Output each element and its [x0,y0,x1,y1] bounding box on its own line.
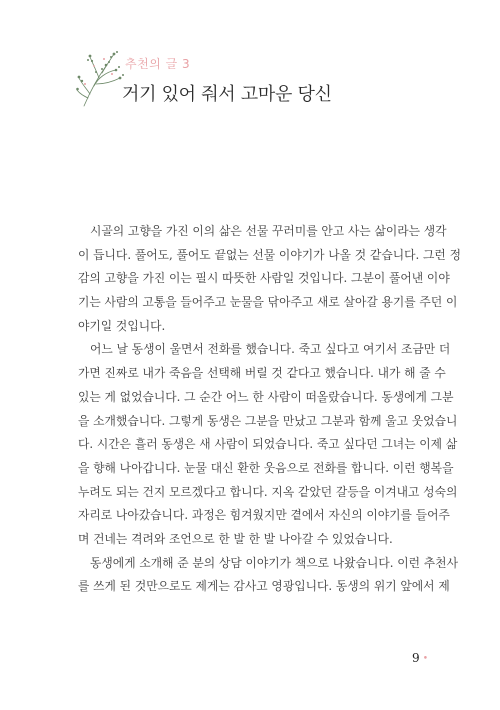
paragraph-3 [78,552,458,599]
page-footer [412,651,428,665]
chapter-header [76,48,416,108]
text-line: 며 건네는 격려와 조언으로 한 발 한 발 나아갈 수 있었습니다. [78,531,393,546]
paragraph-2 [78,338,458,551]
page-number-dot-icon: • [422,654,428,664]
text-line: 누려도 되는 건지 모르겠다고 합니다. 지옥 같았던 갈등을 이겨내고 성숙의 [78,484,458,499]
page-number: 9 [412,651,420,665]
text-line: 을 소개했습니다. 그렇게 동생은 그분을 만났고 그분과 함께 울고 웃었습니 [78,413,458,428]
text-line: 어느 날 동생이 울면서 전화를 했습니다. 죽고 싶다고 여기서 조금만 더 [90,342,451,357]
text-line: 가면 진짜로 내가 죽음을 선택해 버릴 것 같다고 했습니다. 내가 해 줄 수 [78,366,446,381]
text-line: 감의 고향을 가진 이는 필시 따뜻한 사람일 것입니다. 그분이 풀어낸 이야 [78,271,450,286]
text-line: 을 향해 나아갑니다. 눈물 대신 환한 웃음으로 전화를 합니다. 이런 행복을 [78,460,454,475]
text-line: 동생에게 소개해 준 분의 상담 이야기가 책으로 나왔습니다. 이런 추천사 [90,555,458,570]
body-text [78,220,461,599]
flower-sprig-icon [76,48,128,108]
text-line: 야기일 것입니다. [78,318,166,333]
text-line: 를 쓰게 된 것만으로도 제게는 감사고 영광입니다. 동생의 위기 앞에서 제 [78,579,450,594]
text-line: 이 듭니다. 풀어도, 풀어도 끝없는 선물 이야기가 나올 것 같습니다. 그런 정 [78,247,461,262]
chapter-title: 거기 있어 줘서 고마운 당신 [122,84,332,105]
text-line: 자리로 나아갔습니다. 과정은 힘겨웠지만 곁에서 자신의 이야기를 들어주 [78,508,450,523]
text-line: 있는 게 없었습니다. 그 순간 어느 한 사람이 떠올랐습니다. 동생에게 그분 [78,389,454,404]
text-line: 기는 사람의 고통을 들어주고 눈물을 닦아주고 새로 살아갈 용기를 주던 이 [78,295,458,310]
text-line: 다. 시간은 흘러 동생은 새 사람이 되었습니다. 죽고 싶다던 그녀는 이제 삶 [78,437,458,452]
text-line: 시골의 고향을 가진 이의 삶은 선물 꾸러미를 안고 사는 삶이라는 생각 [90,224,447,238]
chapter-kicker: 추천의 글 3 [125,57,191,71]
paragraph-1 [78,220,461,338]
